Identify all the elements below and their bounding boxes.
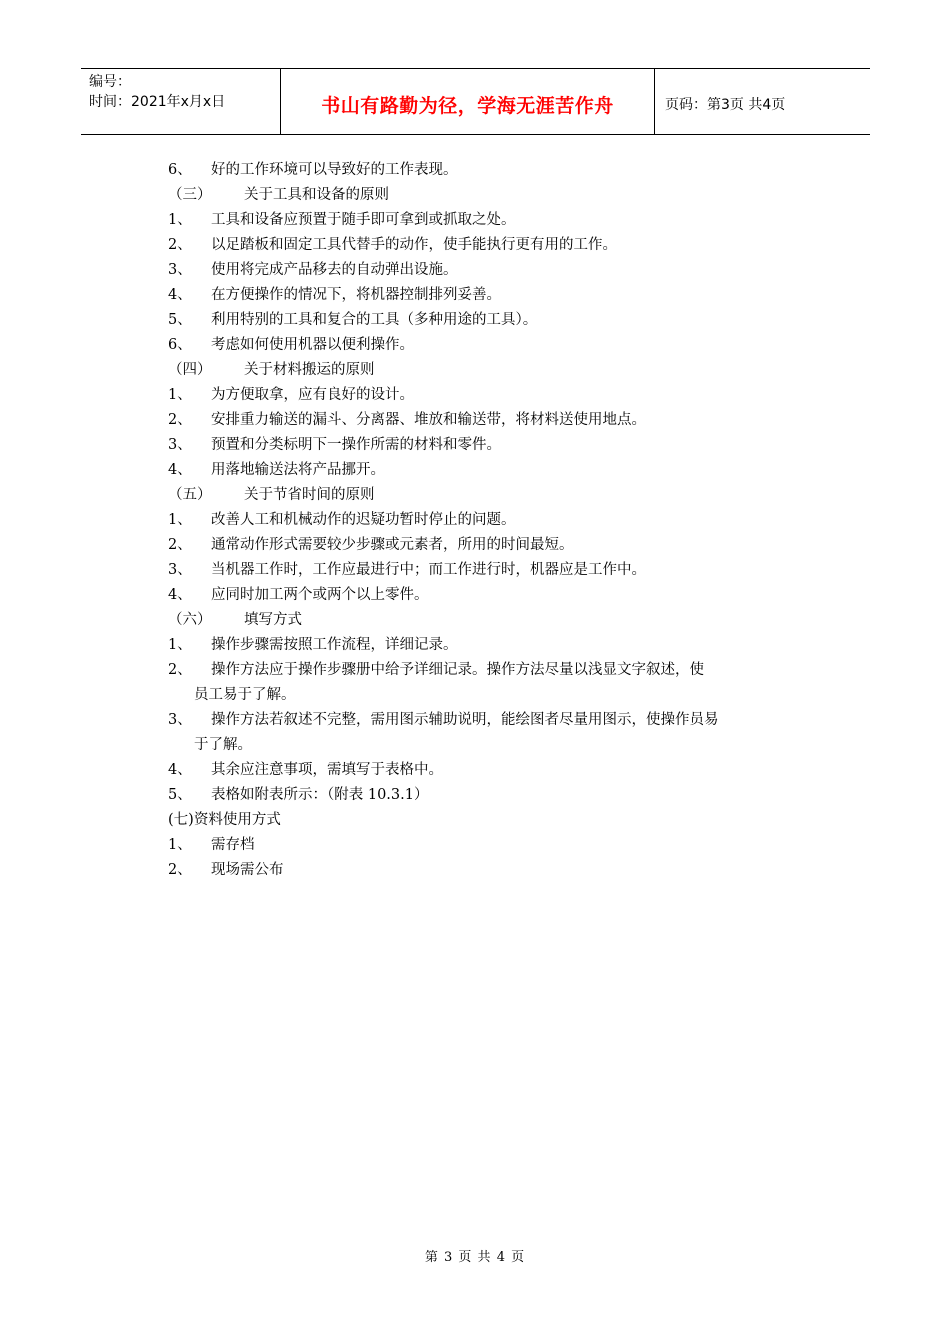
list-item-continuation: 员工易于了解。 xyxy=(194,687,296,703)
section-heading xyxy=(168,608,813,633)
list-item xyxy=(168,208,813,233)
header-motto: 书山有路勤为径，学海无涯苦作舟 xyxy=(281,69,655,134)
section-title: 填写方式 xyxy=(244,612,302,628)
list-item-number: 2、 xyxy=(168,237,192,253)
page-footer: 第 3 页 共 4 页 xyxy=(424,1250,526,1265)
list-item-continuation: 于了解。 xyxy=(194,737,252,753)
list-item xyxy=(168,308,813,333)
list-item xyxy=(168,633,813,658)
list-item-number: 4、 xyxy=(168,287,192,303)
section-number: （四） xyxy=(168,362,212,378)
list-item xyxy=(168,583,813,608)
list-item-text: 其余应注意事项，需填写于表格中。 xyxy=(211,762,443,778)
list-item xyxy=(168,783,813,808)
list-item xyxy=(168,658,813,683)
header-page-number: 页码：第3页 共4页 xyxy=(665,96,786,113)
list-item-text: 应同时加工两个或两个以上零件。 xyxy=(211,587,429,603)
list-item-number: 1、 xyxy=(168,637,192,653)
section-title: 关于材料搬运的原则 xyxy=(244,362,375,378)
list-item-number: 4、 xyxy=(168,762,192,778)
section-number: （六） xyxy=(168,612,212,628)
list-item-text: 表格如附表所示：（附表 10.3.1） xyxy=(211,787,429,803)
list-item-number: 2、 xyxy=(168,537,192,553)
section-heading xyxy=(168,358,813,383)
list-item-text: 以足踏板和固定工具代替手的动作，使手能执行更有用的工作。 xyxy=(211,237,617,253)
document-body xyxy=(168,158,813,883)
list-item-text: 利用特别的工具和复合的工具（多种用途的工具）。 xyxy=(211,312,538,328)
list-item-text: 操作步骤需按照工作流程，详细记录。 xyxy=(211,637,458,653)
list-item-number: 6、 xyxy=(168,162,192,178)
list-item-text: 用落地输送法将产品挪开。 xyxy=(211,462,385,478)
list-item-text: 安排重力输送的漏斗、分离器、堆放和输送带，将材料送使用地点。 xyxy=(211,412,646,428)
section-number: （五） xyxy=(168,487,212,503)
list-item-number: 2、 xyxy=(168,412,192,428)
list-item-number: 4、 xyxy=(168,587,192,603)
list-item xyxy=(168,458,813,483)
list-item xyxy=(168,233,813,258)
list-item xyxy=(168,333,813,358)
list-item-number: 3、 xyxy=(168,262,192,278)
list-item-text: 当机器工作时，工作应最进行中；而工作进行时，机器应是工作中。 xyxy=(211,562,646,578)
list-item-text: 使用将完成产品移去的自动弹出设施。 xyxy=(211,262,458,278)
list-item-number: 3、 xyxy=(168,712,192,728)
list-item-number: 6、 xyxy=(168,337,192,353)
list-item xyxy=(168,258,813,283)
section-heading xyxy=(168,183,813,208)
list-item-number: 5、 xyxy=(168,787,192,803)
list-item-number: 1、 xyxy=(168,512,192,528)
document-time-label: 时间：2021年x月x日 xyxy=(89,94,226,110)
list-item xyxy=(168,558,813,583)
list-item xyxy=(168,708,813,733)
section-number: （三） xyxy=(168,187,212,203)
list-item-text: 预置和分类标明下一操作所需的材料和零件。 xyxy=(211,437,501,453)
section-title: 关于工具和设备的原则 xyxy=(244,187,389,203)
list-item-text: 操作方法应于操作步骤册中给予详细记录。操作方法尽量以浅显文字叙述，使 xyxy=(211,662,704,678)
document-code-label: 编号： xyxy=(89,74,131,90)
list-item-number: 2、 xyxy=(168,862,192,878)
list-item xyxy=(168,533,813,558)
list-item-text: 在方便操作的情况下，将机器控制排列妥善。 xyxy=(211,287,501,303)
list-item-text: 操作方法若叙述不完整，需用图示辅助说明，能绘图者尽量用图示，使操作员易 xyxy=(211,712,719,728)
section-heading xyxy=(168,483,813,508)
list-item-number: 2、 xyxy=(168,662,192,678)
list-item-number: 3、 xyxy=(168,562,192,578)
list-item-number: 1、 xyxy=(168,837,192,853)
list-item-number: 3、 xyxy=(168,437,192,453)
list-item-text: 现场需公布 xyxy=(211,862,284,878)
list-item xyxy=(168,508,813,533)
list-item xyxy=(168,433,813,458)
section-heading: (七)资料使用方式 xyxy=(168,812,281,828)
list-item-text: 改善人工和机械动作的迟疑功暂时停止的问题。 xyxy=(211,512,516,528)
section-title: 关于节省时间的原则 xyxy=(244,487,375,503)
list-item xyxy=(168,758,813,783)
list-item-number: 1、 xyxy=(168,212,192,228)
list-item xyxy=(168,858,813,883)
list-item xyxy=(168,383,813,408)
list-item-text: 好的工作环境可以导致好的工作表现。 xyxy=(211,162,458,178)
list-item xyxy=(168,158,813,183)
list-item-text: 需存档 xyxy=(211,837,255,853)
list-item-text: 通常动作形式需要较少步骤或元素者，所用的时间最短。 xyxy=(211,537,574,553)
list-item-text: 为方便取拿，应有良好的设计。 xyxy=(211,387,414,403)
list-item-text: 工具和设备应预置于随手即可拿到或抓取之处。 xyxy=(211,212,516,228)
list-item xyxy=(168,283,813,308)
list-item-number: 5、 xyxy=(168,312,192,328)
list-item xyxy=(168,833,813,858)
page-header xyxy=(81,68,870,135)
header-meta-cell xyxy=(81,69,281,134)
list-item-number: 4、 xyxy=(168,462,192,478)
list-item-number: 1、 xyxy=(168,387,192,403)
list-item xyxy=(168,408,813,433)
list-item-text: 考虑如何使用机器以便利操作。 xyxy=(211,337,414,353)
